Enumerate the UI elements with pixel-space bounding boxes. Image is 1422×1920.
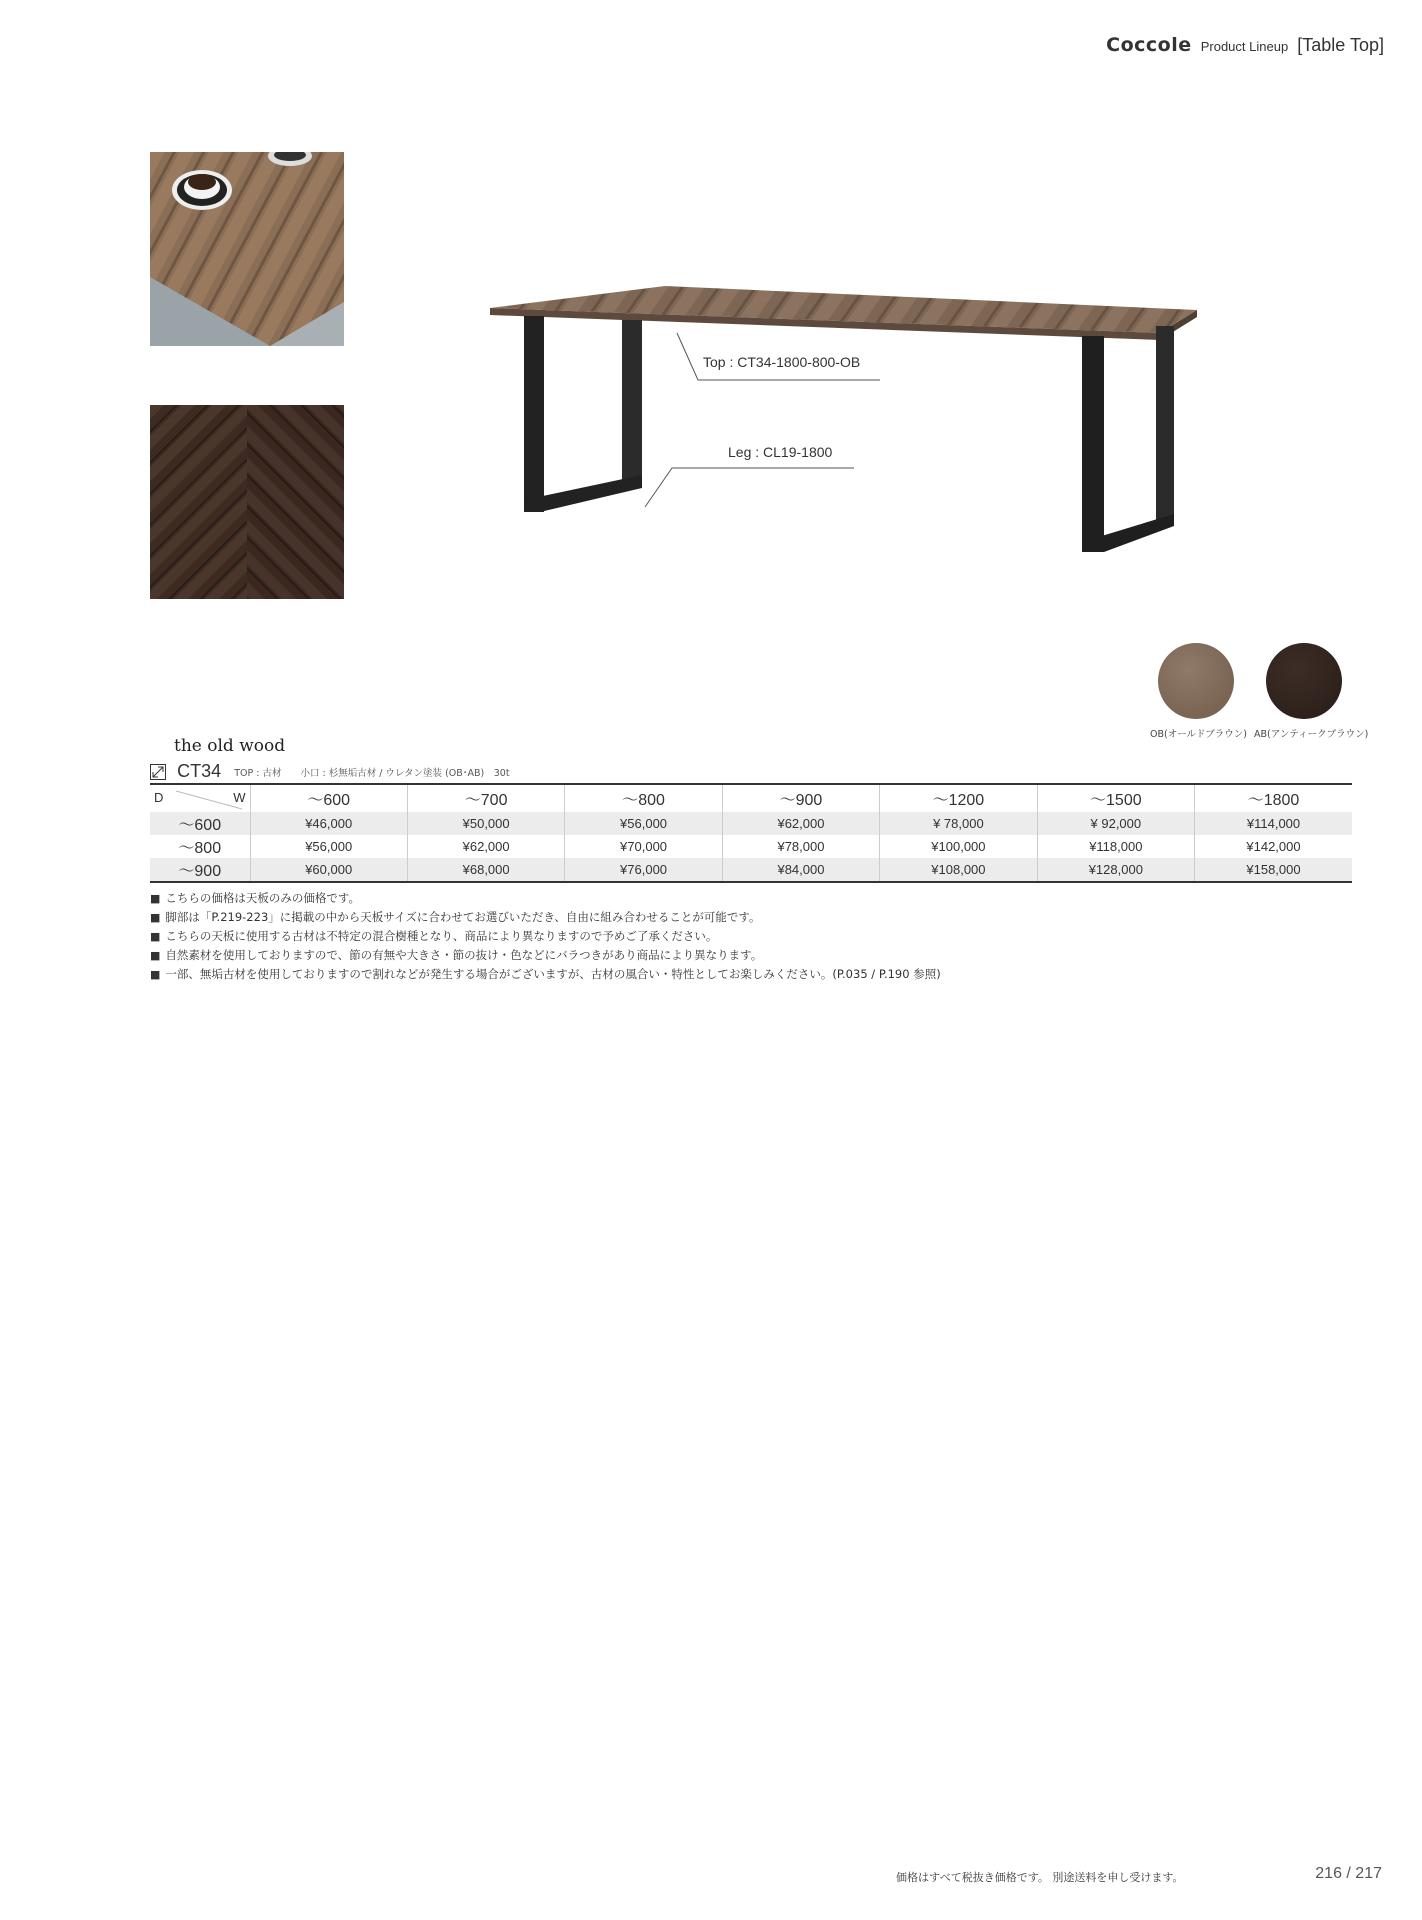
resize-icon <box>150 764 166 780</box>
price-cell: ¥ 92,000 <box>1037 812 1194 835</box>
width-axis-label: W <box>233 790 246 805</box>
page-header <box>1106 34 1384 56</box>
swatch-ab <box>1266 643 1342 719</box>
price-cell: ¥56,000 <box>250 835 407 858</box>
depth-header: ～800 <box>178 840 222 857</box>
width-header: ～1800 <box>1195 784 1352 812</box>
price-cell: ¥70,000 <box>565 835 722 858</box>
notes-list <box>150 889 941 984</box>
header-subtitle: Product Lineup <box>1200 39 1289 54</box>
price-cell: ¥108,000 <box>880 858 1037 882</box>
width-header: ～900 <box>722 784 879 812</box>
price-cell: ¥76,000 <box>565 858 722 882</box>
price-cell: ¥78,000 <box>722 835 879 858</box>
model-row <box>150 761 510 782</box>
price-cell: ¥50,000 <box>407 812 564 835</box>
price-cell: ¥ 78,000 <box>880 812 1037 835</box>
note-item: ■ 一部、無垢古材を使用しておりますので割れなどが発生する場合がございますが、古材の風合い・特性としてお楽しみください。(P.035 / P.190 参照) <box>150 965 941 984</box>
footer-note: 価格はすべて税抜き価格です。 別途送料を申し受けます。 <box>896 1871 1184 1884</box>
depth-header: ～600 <box>178 817 222 834</box>
width-header: ～1200 <box>880 784 1037 812</box>
depth-axis-label: D <box>154 790 164 805</box>
model-code: CT34 <box>177 761 222 781</box>
price-cell: ¥114,000 <box>1195 812 1352 835</box>
note-item: ■ こちらの価格は天板のみの価格です。 <box>150 889 941 908</box>
note-item: ■ 自然素材を使用しておりますので、節の有無や大きさ・節の抜け・色などにバラつきがあり商品により異なります。 <box>150 946 941 965</box>
price-cell: ¥118,000 <box>1037 835 1194 858</box>
price-cell: ¥158,000 <box>1195 858 1352 882</box>
model-spec: TOP : 古材 小口 : 杉無垢古材 / ウレタン塗装 (OB･AB) 30t <box>234 767 510 779</box>
price-cell: ¥62,000 <box>407 835 564 858</box>
tabletop-closeup-photo <box>150 152 344 346</box>
note-item: ■ 脚部は「P.219-223」に掲載の中から天板サイズに合わせてお選びいただき、自由に組み合わせることが可能です。 <box>150 908 941 927</box>
brand-name: Coccole <box>1106 34 1192 56</box>
swatch-ob <box>1158 643 1234 719</box>
width-header: ～700 <box>407 784 564 812</box>
price-cell: ¥100,000 <box>880 835 1037 858</box>
dark-wood-texture-photo <box>150 405 344 599</box>
width-header: ～600 <box>250 784 407 812</box>
price-cell: ¥128,000 <box>1037 858 1194 882</box>
table-header-row <box>150 784 1352 812</box>
series-name: the old wood <box>174 736 286 756</box>
note-item: ■ こちらの天板に使用する古材は不特定の混合樹種となり、商品により異なりますので予めご了承ください。 <box>150 927 941 946</box>
page-number: 216 / 217 <box>1315 1865 1382 1882</box>
top-callout: Top : CT34-1800-800-OB <box>703 354 861 370</box>
depth-header: ～900 <box>178 863 222 880</box>
table-row <box>150 858 1352 882</box>
leg-callout: Leg : CL19-1800 <box>728 444 833 460</box>
swatch-ob-label: OB(オールドブラウン) <box>1150 729 1247 740</box>
price-cell: ¥68,000 <box>407 858 564 882</box>
width-header: ～800 <box>565 784 722 812</box>
price-cell: ¥62,000 <box>722 812 879 835</box>
price-table <box>150 783 1352 883</box>
table-row <box>150 835 1352 858</box>
table-corner <box>150 784 250 812</box>
table-illustration <box>480 270 1200 620</box>
swatch-ab-label: AB(アンティークブラウン) <box>1254 729 1369 740</box>
width-header: ～1500 <box>1037 784 1194 812</box>
price-cell: ¥142,000 <box>1195 835 1352 858</box>
price-cell: ¥56,000 <box>565 812 722 835</box>
header-section: [Table Top] <box>1297 35 1384 55</box>
price-cell: ¥84,000 <box>722 858 879 882</box>
price-cell: ¥60,000 <box>250 858 407 882</box>
table-row <box>150 812 1352 835</box>
price-cell: ¥46,000 <box>250 812 407 835</box>
